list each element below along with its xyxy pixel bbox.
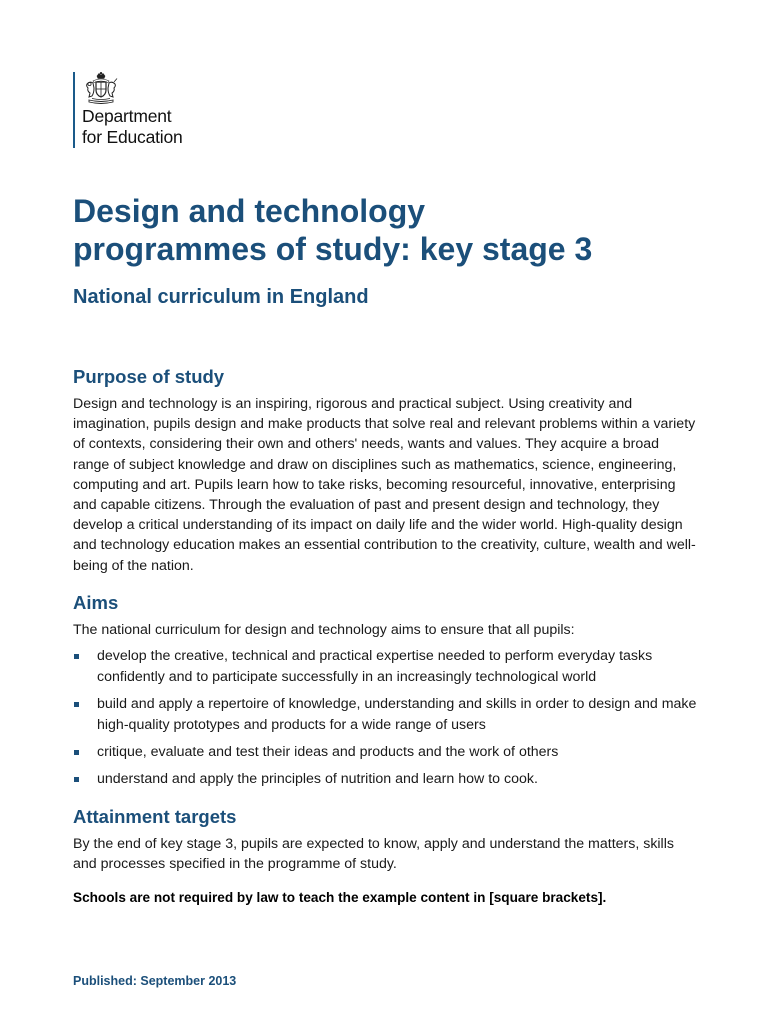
list-item xyxy=(73,694,698,736)
list-item-text: develop the creative, technical and practical expertise needed to perform everyday tasks confidently and to participate successfully in an increasingly technological world xyxy=(97,648,653,685)
logo-text-line1: Department xyxy=(82,106,172,126)
title-line1: Design and technology xyxy=(73,193,426,229)
logo-body xyxy=(82,72,183,148)
list-item-text: critique, evaluate and test their ideas and products and the work of others xyxy=(97,744,559,760)
list-item-text: build and apply a repertoire of knowledge, understanding and skills in order to design and make high-quality prototypes and products for a wide range of users xyxy=(97,696,697,733)
list-item xyxy=(73,769,698,790)
aims-heading: Aims xyxy=(73,592,119,613)
dfe-logo xyxy=(73,72,183,148)
bullet-square-icon xyxy=(74,654,79,659)
aims-intro: The national curriculum for design and technology aims to ensure that all pupils: xyxy=(73,622,575,638)
logo-text-line2: for Education xyxy=(82,127,183,147)
published-date: Published: September 2013 xyxy=(73,974,237,988)
list-item-text: understand and apply the principles of nutrition and learn how to cook. xyxy=(97,771,538,787)
document-subtitle: National curriculum in England xyxy=(73,286,369,308)
logo-rule xyxy=(73,72,75,148)
attainment-paragraph: By the end of key stage 3, pupils are expected to know, apply and understand the matters, skills and processes specified in the programme of study. xyxy=(73,836,674,873)
list-item xyxy=(73,742,698,763)
bullet-square-icon xyxy=(74,750,79,755)
purpose-paragraph: Design and technology is an inspiring, rigorous and practical subject. Using creativity and imagination, pupils design and make products that solve real and relevant problems within a variety of contexts, considering their own and others' needs, wants and values. They acquire a broad range of subject knowledge and draw on disciplines such as mathematics, science, engineering, computing and art. Pupils learn how to take risks, becoming resourceful, innovative, enterprising and capable citizens. Through the evaluation of past and present design and technology, they develop a critical understanding of its impact on daily life and the wider world. High-quality design and technology education makes an essential contribution to the creativity, culture, wealth and well-being of the nation. xyxy=(73,396,696,574)
bullet-square-icon xyxy=(74,702,79,707)
title-line2: programmes of study: key stage 3 xyxy=(73,231,593,267)
attainment-heading: Attainment targets xyxy=(73,806,237,827)
purpose-heading: Purpose of study xyxy=(73,366,225,387)
square-brackets-note: Schools are not required by law to teach the example content in [square brackets]. xyxy=(73,890,607,905)
document-title xyxy=(73,192,723,268)
bullet-square-icon xyxy=(74,777,79,782)
royal-crest-icon xyxy=(83,72,119,106)
aims-list xyxy=(73,646,698,796)
list-item xyxy=(73,646,698,688)
